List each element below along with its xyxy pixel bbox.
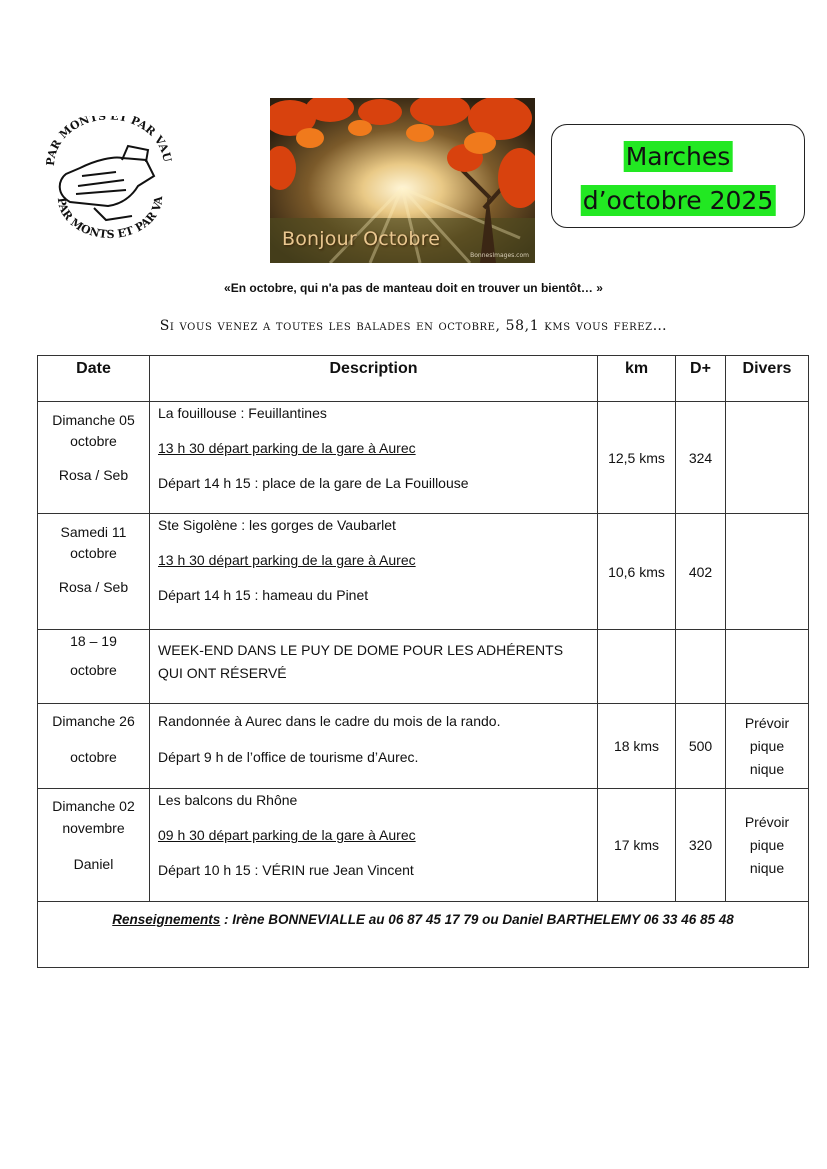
- divers-cell: [726, 704, 809, 789]
- divers-line: Prévoir: [744, 714, 790, 731]
- title-line-2: d’octobre 2025: [582, 186, 774, 215]
- schedule-table: [37, 355, 809, 968]
- description-cell: [150, 789, 598, 902]
- logo-text-bottom: PAR MONTS ET PAR VA: [54, 195, 166, 242]
- dplus-cell: 500: [676, 704, 726, 789]
- title-line-1: Marches: [625, 142, 731, 171]
- km-cell: 17 kms: [598, 789, 676, 902]
- divers-line: pique: [749, 737, 785, 754]
- table-row: [38, 514, 809, 630]
- walk-name: La fouillouse : Feuillantines: [158, 405, 327, 421]
- date-month: octobre: [70, 749, 117, 765]
- photo-caption: Bonjour Octobre: [282, 228, 441, 250]
- dplus-cell: [676, 630, 726, 704]
- header-divers: Divers: [726, 356, 809, 402]
- table-footer-row: [38, 902, 809, 968]
- divers-line: nique: [749, 760, 785, 777]
- autumn-photo: [270, 98, 535, 263]
- header-description: Description: [150, 356, 598, 402]
- description-cell: [150, 630, 598, 704]
- date-cell: [38, 630, 150, 704]
- date-day: 18 – 19: [70, 633, 117, 649]
- walk-name: Randonnée à Aurec dans le cadre du mois de la rando.: [158, 713, 501, 729]
- table-row: [38, 704, 809, 789]
- meeting-point: 09 h 30 départ parking de la gare à Aurec: [158, 827, 416, 843]
- contact-label: Renseignements: [112, 912, 221, 927]
- date-day: Dimanche 02: [52, 798, 135, 814]
- km-cell: 10,6 kms: [598, 514, 676, 630]
- table-row: [38, 789, 809, 902]
- date-day: Samedi 11: [60, 524, 127, 540]
- date-cell: [38, 704, 150, 789]
- date-guides: Daniel: [73, 856, 114, 872]
- header-date: Date: [38, 356, 150, 402]
- date-month: octobre: [70, 433, 117, 449]
- km-cell: [598, 630, 676, 704]
- date-guides: Rosa / Seb: [58, 467, 129, 483]
- quote: «En octobre, qui n'a pas de manteau doit en trouver un bientôt… »: [224, 281, 603, 295]
- description-cell: [150, 402, 598, 514]
- departure-info: Départ 10 h 15 : VÉRIN rue Jean Vincent: [158, 862, 414, 878]
- logo-text-top: PAR MONTS ET PAR VAU: [43, 116, 174, 167]
- date-day: Dimanche 26: [52, 713, 135, 729]
- hiking-boot-icon: [60, 146, 154, 220]
- dplus-cell: 402: [676, 514, 726, 630]
- date-cell: [38, 402, 150, 514]
- header-dplus: D+: [676, 356, 726, 402]
- contact-info: [38, 902, 809, 968]
- date-cell: [38, 514, 150, 630]
- walk-name: Les balcons du Rhône: [158, 792, 298, 808]
- table-row: [38, 402, 809, 514]
- date-guides: Rosa / Seb: [58, 579, 129, 595]
- km-cell: 12,5 kms: [598, 402, 676, 514]
- table-header-row: [38, 356, 809, 402]
- km-cell: 18 kms: [598, 704, 676, 789]
- departure-info: Départ 9 h de l’office de tourisme d’Aurec.: [158, 749, 419, 765]
- divers-cell: [726, 402, 809, 514]
- date-month: octobre: [70, 545, 117, 561]
- headline: Si vous venez a toutes les balades en octobre, 58,1 kms vous ferez…: [159, 318, 668, 334]
- divers-line: Prévoir: [744, 813, 790, 830]
- title-box: [551, 124, 805, 228]
- photo-credit: BonnesImages.com: [470, 252, 529, 259]
- description-cell: [150, 704, 598, 789]
- walk-name: WEEK-END DANS LE PUY DE DOME POUR LES ADHÉRENTS QUI ONT RÉSERVÉ: [158, 642, 564, 681]
- header-km: km: [598, 356, 676, 402]
- table-row: [38, 630, 809, 704]
- departure-info: Départ 14 h 15 : hameau du Pinet: [158, 587, 369, 603]
- dplus-cell: 320: [676, 789, 726, 902]
- club-logo: [36, 116, 176, 244]
- divers-cell: [726, 789, 809, 902]
- date-cell: [38, 789, 150, 902]
- divers-cell: [726, 514, 809, 630]
- departure-info: Départ 14 h 15 : place de la gare de La Fouillouse: [158, 475, 469, 491]
- dplus-cell: 324: [676, 402, 726, 514]
- date-day: Dimanche 05: [52, 412, 135, 428]
- meeting-point: 13 h 30 départ parking de la gare à Aurec: [158, 552, 416, 568]
- meeting-point: 13 h 30 départ parking de la gare à Aurec: [158, 440, 416, 456]
- walk-name: Ste Sigolène : les gorges de Vaubarlet: [158, 517, 396, 533]
- description-cell: [150, 514, 598, 630]
- divers-line: pique: [749, 836, 785, 853]
- divers-cell: [726, 630, 809, 704]
- date-month: octobre: [70, 662, 117, 678]
- contact-text: : Irène BONNEVIALLE au 06 87 45 17 79 ou Daniel BARTHELEMY 06 33 46 85 48: [220, 912, 734, 927]
- date-month: novembre: [62, 820, 125, 836]
- divers-line: nique: [749, 859, 785, 876]
